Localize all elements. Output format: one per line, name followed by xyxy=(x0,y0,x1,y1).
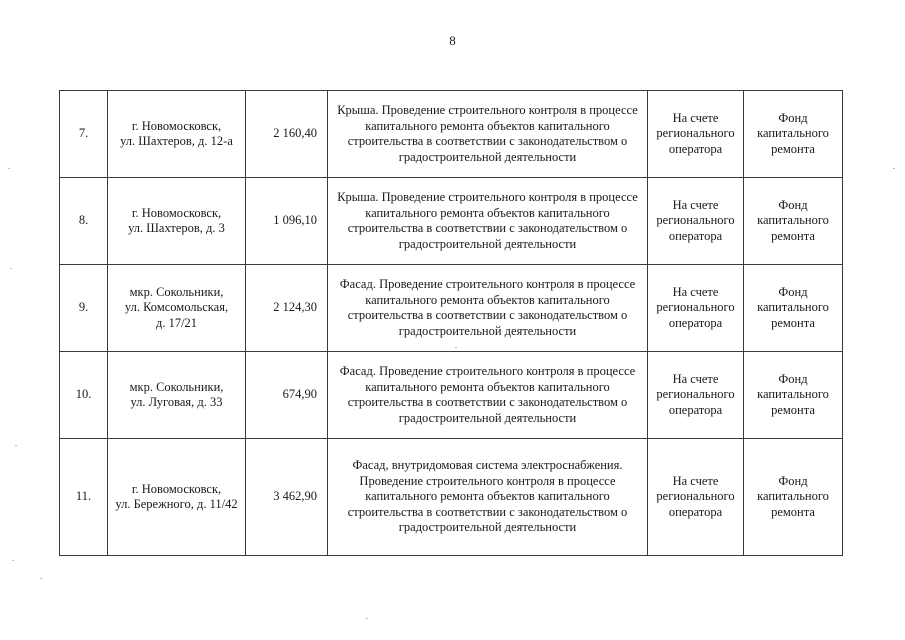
account-holder-cell xyxy=(648,178,744,265)
table-row xyxy=(60,352,843,439)
holder-line: регионального xyxy=(656,387,735,402)
source-line: ремонта xyxy=(771,228,815,243)
source-line: ремонта xyxy=(771,402,815,417)
scan-speck xyxy=(366,618,368,619)
source-line: капитального xyxy=(757,387,829,402)
source-line: Фонд xyxy=(778,197,808,212)
address-line: г. Новомосковск, xyxy=(131,118,222,133)
table-row xyxy=(60,439,843,556)
address-cell xyxy=(108,91,246,178)
capital-repair-table xyxy=(59,90,843,556)
work-line: Фасад. Проведение строительного контроля в процессе xyxy=(339,277,636,291)
work-line: Крыша. Проведение строительного контроля в процессе xyxy=(337,103,638,117)
row-number: 9. xyxy=(60,265,108,352)
holder-line: оператора xyxy=(668,315,723,330)
source-line: Фонд xyxy=(778,110,808,125)
funding-source-cell xyxy=(744,352,843,439)
address-line: ул. Луговая, д. 33 xyxy=(130,395,223,409)
work-line: Фасад. Проведение строительного контроля в процессе xyxy=(339,364,636,378)
area-cell: 2 160,40 xyxy=(246,91,328,178)
scan-speck xyxy=(15,445,17,446)
holder-line: регионального xyxy=(656,126,735,141)
holder-line: На счете xyxy=(672,197,719,212)
work-line: строительства в соответствии с законодательством о xyxy=(347,221,628,235)
source-line: капитального xyxy=(757,213,829,228)
row-number: 8. xyxy=(60,178,108,265)
holder-line: регионального xyxy=(656,300,735,315)
scan-speck xyxy=(455,347,457,348)
address-line: г. Новомосковск, xyxy=(131,205,222,220)
address-line: ул. Комсомольская, xyxy=(124,300,229,315)
scan-speck xyxy=(893,168,895,169)
work-description-cell xyxy=(328,265,648,352)
work-line: капитального ремонта объектов капитального xyxy=(365,379,610,394)
holder-line: На счете xyxy=(672,473,719,488)
table-row xyxy=(60,178,843,265)
work-line: градостроительной деятельности xyxy=(398,149,577,164)
account-holder-cell xyxy=(648,265,744,352)
funding-source-cell xyxy=(744,91,843,178)
address-line: ул. Шахтеров, д. 3 xyxy=(128,221,225,235)
address-cell xyxy=(108,439,246,556)
address-line: ул. Шахтеров, д. 12-а xyxy=(120,134,233,148)
funding-source-cell xyxy=(744,265,843,352)
table-row xyxy=(60,265,843,352)
holder-line: На счете xyxy=(672,110,719,125)
work-line: строительства в соответствии с законодательством о xyxy=(347,134,628,148)
address-line: г. Новомосковск, xyxy=(131,481,222,496)
funding-source-cell xyxy=(744,439,843,556)
holder-line: регионального xyxy=(656,213,735,228)
work-line: градостроительной деятельности xyxy=(398,236,577,251)
row-number: 7. xyxy=(60,91,108,178)
source-line: ремонта xyxy=(771,141,815,156)
work-line: Проведение строительного контроля в процессе xyxy=(359,473,616,488)
work-line: строительства в соответствии с законодательством о xyxy=(347,308,628,322)
work-line: капитального ремонта объектов капитального xyxy=(365,489,610,504)
holder-line: регионального xyxy=(656,489,735,504)
account-holder-cell xyxy=(648,439,744,556)
scan-speck xyxy=(40,578,42,579)
work-line: капитального ремонта объектов капитального xyxy=(365,292,610,307)
source-line: Фонд xyxy=(778,284,808,299)
funding-source-cell xyxy=(744,178,843,265)
work-line: градостроительной деятельности xyxy=(398,520,577,535)
source-line: капитального xyxy=(757,126,829,141)
holder-line: На счете xyxy=(672,371,719,386)
table-row xyxy=(60,91,843,178)
row-number: 10. xyxy=(60,352,108,439)
work-line: градостроительной деятельности xyxy=(398,410,577,425)
scan-speck xyxy=(12,560,14,561)
work-line: капитального ремонта объектов капитального xyxy=(365,118,610,133)
scan-speck xyxy=(8,168,10,169)
work-line: градостроительной деятельности xyxy=(398,323,577,338)
account-holder-cell xyxy=(648,352,744,439)
work-description-cell xyxy=(328,352,648,439)
holder-line: оператора xyxy=(668,228,723,243)
address-cell xyxy=(108,352,246,439)
holder-line: оператора xyxy=(668,402,723,417)
area-cell: 3 462,90 xyxy=(246,439,328,556)
area-cell: 2 124,30 xyxy=(246,265,328,352)
work-line: строительства в соответствии с законодательством о xyxy=(347,395,628,409)
holder-line: оператора xyxy=(668,141,723,156)
source-line: ремонта xyxy=(771,315,815,330)
area-cell: 674,90 xyxy=(246,352,328,439)
work-line: капитального ремонта объектов капитального xyxy=(365,205,610,220)
account-holder-cell xyxy=(648,91,744,178)
holder-line: оператора xyxy=(668,504,723,519)
row-number: 11. xyxy=(60,439,108,556)
page-number: 8 xyxy=(449,33,456,48)
area-cell: 1 096,10 xyxy=(246,178,328,265)
source-line: капитального xyxy=(757,300,829,315)
address-line: ул. Бережного, д. 11/42 xyxy=(115,497,238,511)
work-line: Крыша. Проведение строительного контроля в процессе xyxy=(337,190,638,204)
address-line: д. 17/21 xyxy=(155,315,198,330)
source-line: Фонд xyxy=(778,473,808,488)
source-line: капитального xyxy=(757,489,829,504)
holder-line: На счете xyxy=(672,284,719,299)
address-cell xyxy=(108,265,246,352)
work-description-cell xyxy=(328,178,648,265)
scan-speck xyxy=(10,268,12,269)
address-line: мкр. Сокольники, xyxy=(129,379,224,394)
work-line: строительства в соответствии с законодательством о xyxy=(347,504,628,519)
source-line: Фонд xyxy=(778,371,808,386)
address-cell xyxy=(108,178,246,265)
work-description-cell xyxy=(328,439,648,556)
work-description-cell xyxy=(328,91,648,178)
work-line: Фасад, внутридомовая система электроснабжения. xyxy=(352,458,623,473)
source-line: ремонта xyxy=(771,504,815,519)
address-line: мкр. Сокольники, xyxy=(129,284,224,299)
